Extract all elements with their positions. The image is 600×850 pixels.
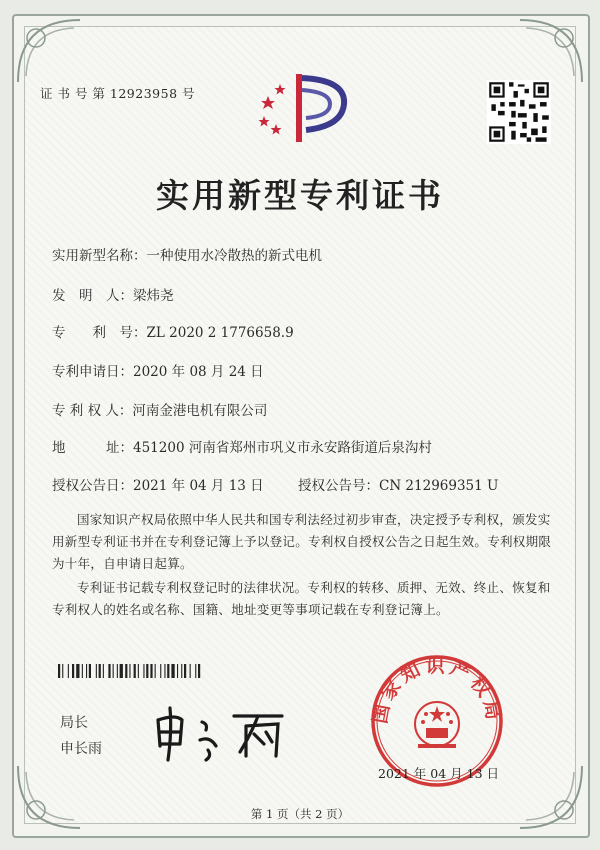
field-utility-model-name: [52, 244, 322, 264]
seal-date: 2021 年 04 月 13 日: [378, 766, 499, 781]
field-address: [52, 436, 432, 456]
legal-status-paragraph: 专利证书记载专利权登记时的法律状况。专利权的转移、质押、无效、终止、恢复和专利权人的姓名或名称、国籍、地址变更等事项记载在专利登记簿上。: [52, 580, 551, 617]
field-label: 授权公告号：: [298, 478, 379, 494]
field-label: 授权公告日：: [52, 478, 133, 494]
field-value: 2021 年 04 月 13 日: [133, 478, 264, 494]
signatory-title: 局长: [60, 715, 88, 731]
field-patent-number: [52, 321, 294, 341]
certificate-number: 证 书 号 第 12923958 号: [40, 86, 195, 101]
qr-code-icon: [487, 80, 551, 144]
handwritten-signature-icon: [150, 702, 300, 764]
field-grant-number: [298, 474, 498, 494]
field-label: 地 址：: [52, 440, 133, 456]
field-label: 专利申请日：: [52, 364, 133, 380]
signatory-name: 申长雨: [60, 741, 102, 757]
field-value: 河南金港电机有限公司: [132, 403, 268, 419]
field-value: 一种使用水冷散热的新式电机: [146, 248, 322, 264]
corner-ornament-icon: [14, 16, 84, 86]
field-application-date: [52, 360, 264, 380]
field-patentee: [52, 399, 267, 419]
field-value: 451200 河南省郑州市巩义市永安路街道后泉沟村: [133, 440, 432, 456]
field-inventor: [52, 284, 174, 304]
field-value: 2020 年 08 月 24 日: [133, 364, 264, 380]
field-label: 专 利 号：: [52, 325, 147, 341]
cnipa-logo-icon: [250, 68, 360, 148]
field-label: 发 明 人：: [52, 288, 133, 304]
field-value: 梁炜尧: [133, 288, 174, 304]
field-value: ZL 2020 2 1776658.9: [146, 325, 294, 341]
barcode-icon: [58, 664, 268, 678]
page-number: 第 1 页（共 2 页）: [250, 807, 350, 821]
svg-text:国家知识产权局: 国家知识产权局: [369, 655, 505, 726]
field-value: CN 212969351 U: [379, 478, 499, 494]
grant-statement-paragraph: 国家知识产权局依照中华人民共和国专利法经过初步审查，决定授予专利权，颁发实用新型专利证书并在专利登记簿上予以登记。专利权自授权公告之日起生效。专利权期限为十年，自申请日起算。: [52, 512, 552, 571]
document-title: 实用新型专利证书: [156, 176, 444, 215]
corner-ornament-icon: [516, 16, 586, 86]
field-grant-date: [52, 474, 264, 494]
field-label: 实用新型名称：: [52, 248, 147, 264]
field-label: 专 利 权 人：: [52, 403, 133, 419]
